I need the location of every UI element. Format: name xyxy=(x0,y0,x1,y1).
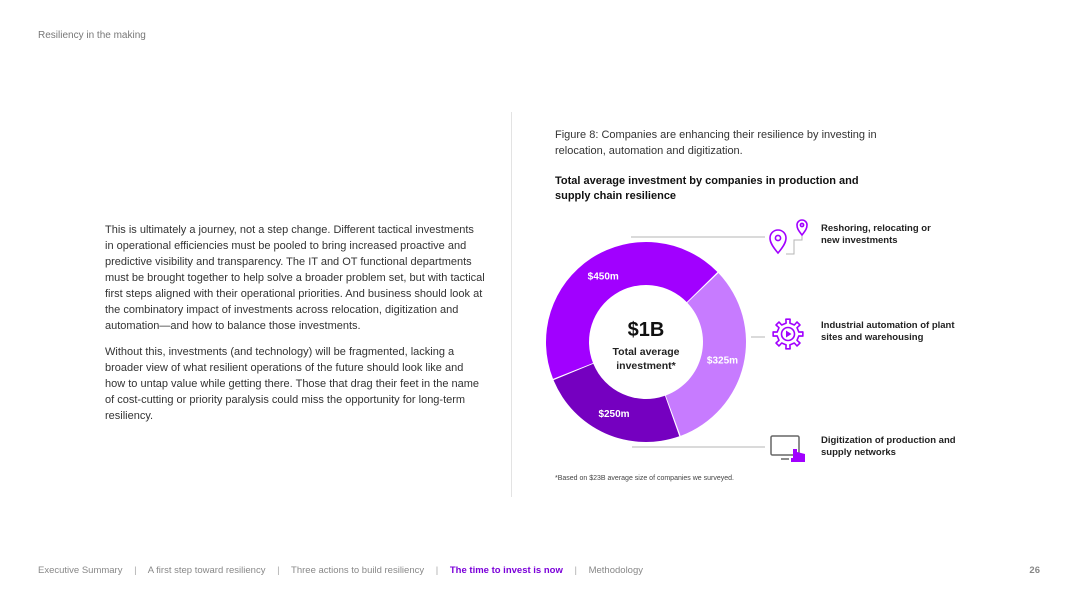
legend-label-reshoring: Reshoring, relocating or new investments xyxy=(821,223,931,246)
center-value: $1B xyxy=(627,319,665,341)
footer-link-time-to-invest[interactable]: The time to invest is now xyxy=(449,565,563,576)
footer-link-three-actions[interactable]: Three actions to build resiliency xyxy=(291,565,425,576)
map-pin-icon xyxy=(770,220,807,254)
footer-separator: | xyxy=(277,565,280,576)
footer-nav xyxy=(38,565,643,576)
gear-play-icon xyxy=(773,319,803,349)
figure-caption: Figure 8: Companies are enhancing their resilience by investing in relocation, automation and digitization. xyxy=(555,129,877,157)
page-number: 26 xyxy=(1029,565,1040,576)
legend-label-digitization: Digitization of production and supply networks xyxy=(821,435,956,458)
body-paragraph-1: This is ultimately a journey, not a step change. Different tactical investments in operational efficiencies must be pooled to bring increased proactive and predictive visibility and transparency. The IT and OT functional departments must be brought together to help solve a broader problem set, but with tactical first steps aligned with their operational priorities. And business should look at the combinatory impact of investments across relocation, digitization and automation—and how to balance those investments. xyxy=(105,224,485,332)
footer-separator: | xyxy=(134,565,137,576)
center-label-line-1: Total average xyxy=(612,346,680,358)
slice-reshoring xyxy=(546,242,717,379)
slice-label-automation: $325m xyxy=(706,355,739,367)
footer-separator: | xyxy=(435,565,439,576)
header-title: Resiliency in the making xyxy=(38,30,146,41)
chart-title: Total average investment by companies in production and supply chain resilience xyxy=(555,175,859,202)
center-label-line-2: investment* xyxy=(616,360,676,372)
footnote: *Based on $23B average size of companies we surveyed. xyxy=(555,475,734,482)
slice-label-reshoring: $450m xyxy=(587,271,619,283)
legend-label-automation: Industrial automation of plant sites and warehousing xyxy=(821,320,955,343)
slice-digitization xyxy=(554,364,680,442)
slice-label-digitization: $250m xyxy=(598,409,630,421)
footer-link-first-step[interactable]: A first step toward resiliency xyxy=(147,565,266,576)
footer-separator: | xyxy=(574,565,577,576)
footer-link-executive-summary[interactable]: Executive Summary xyxy=(38,565,123,576)
monitor-touch-icon xyxy=(771,436,805,462)
body-paragraph-2: Without this, investments (and technology) will be fragmented, lacking a broader view of what resilient operations of the future should look like and how to untap value while getting there. Those that drag their feet in the name of cost-cutting or priority paralysis could miss the opportunity for long-term resiliency. xyxy=(105,346,480,422)
footer-link-methodology[interactable]: Methodology xyxy=(588,565,643,576)
